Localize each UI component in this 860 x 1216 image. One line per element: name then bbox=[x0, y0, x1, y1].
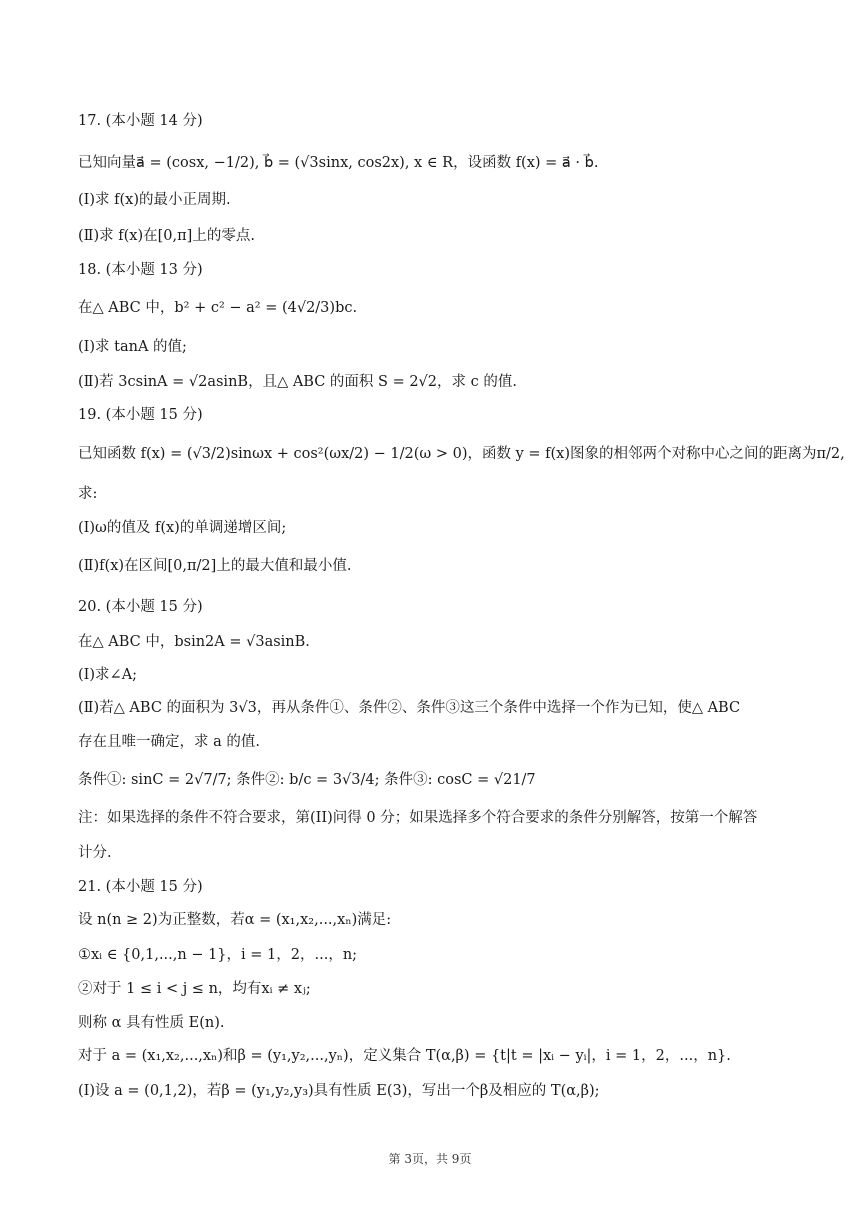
problem-21-heading: 21. (本小题 15 分) bbox=[78, 879, 203, 895]
problem-18-heading: 18. (本小题 13 分) bbox=[78, 262, 203, 278]
problem-20-part-2: (Ⅱ)若△ ABC 的面积为 3√3，再从条件①、条件②、条件③这三个条件中选择一个作为已知，使△ ABC bbox=[78, 700, 741, 716]
problem-17-part-2: (Ⅱ)求 f(x)在[0,π]上的零点. bbox=[78, 228, 255, 244]
problem-20-part-1: (Ⅰ)求∠A; bbox=[78, 667, 138, 683]
problem-20-part-2-cont: 存在且唯一确定，求 a 的值. bbox=[78, 734, 260, 750]
problem-21-part-1: (Ⅰ)设 a = (0,1,2)，若β = (y₁,y₂,y₃)具有性质 E(3)，写出一个β及相应的 T(α,β); bbox=[78, 1083, 600, 1099]
problem-19-statement: 已知函数 f(x) = (√3/2)sinωx + cos²(ωx/2) − 1/2(ω > 0)，函数 y = f(x)图象的相邻两个对称中心之间的距离为π/2, bbox=[78, 446, 845, 462]
problem-18-part-2: (Ⅱ)若 3csinA = √2asinB，且△ ABC 的面积 S = 2√2，求 c 的值. bbox=[78, 374, 517, 390]
problem-20-note-cont: 计分. bbox=[78, 845, 112, 861]
problem-17-part-1: (Ⅰ)求 f(x)的最小正周期. bbox=[78, 192, 231, 208]
problem-20-heading: 20. (本小题 15 分) bbox=[78, 599, 203, 615]
problem-19-part-1: (Ⅰ)ω的值及 f(x)的单调递增区间; bbox=[78, 520, 287, 536]
problem-21-definition: 则称 α 具有性质 E(n). bbox=[78, 1015, 225, 1031]
problem-21-set-definition: 对于 a = (x₁,x₂,...,xₙ)和β = (y₁,y₂,...,yₙ)，定义集合 T(α,β) = {t|t = |xᵢ − yᵢ|，i = 1，2，...，n}. bbox=[78, 1048, 731, 1064]
problem-21-condition-1: ①xᵢ ∈ {0,1,...,n − 1}，i = 1，2，...，n; bbox=[78, 947, 358, 963]
problem-17-statement: 已知向量a⃗ = (cosx, −1/2), b⃗ = (√3sinx, cos2x), x ∈ R，设函数 f(x) = a⃗ · b⃗. bbox=[78, 155, 599, 171]
problem-20-note: 注：如果选择的条件不符合要求，第(II)问得 0 分；如果选择多个符合要求的条件分别解答，按第一个解答 bbox=[78, 810, 758, 826]
problem-18-part-1: (Ⅰ)求 tanA 的值; bbox=[78, 339, 187, 355]
problem-20-statement: 在△ ABC 中，bsin2A = √3asinB. bbox=[78, 634, 310, 650]
problem-21-condition-2: ②对于 1 ≤ i < j ≤ n，均有xᵢ ≠ xⱼ; bbox=[78, 981, 311, 997]
problem-19-part-2: (Ⅱ)f(x)在区间[0,π/2]上的最大值和最小值. bbox=[78, 558, 352, 574]
page-footer: 第 3页，共 9页 bbox=[388, 1152, 472, 1166]
problem-17-heading: 17. (本小题 14 分) bbox=[78, 113, 203, 129]
problem-19-statement-cont: 求: bbox=[78, 486, 98, 502]
problem-19-heading: 19. (本小题 15 分) bbox=[78, 407, 203, 423]
problem-20-conditions: 条件①: sinC = 2√7/7; 条件②: b/c = 3√3/4; 条件③: cosC = √21/7 bbox=[78, 772, 536, 788]
problem-21-statement: 设 n(n ≥ 2)为正整数，若α = (x₁,x₂,...,xₙ)满足: bbox=[78, 912, 392, 928]
problem-18-statement: 在△ ABC 中，b² + c² − a² = (4√2/3)bc. bbox=[78, 300, 358, 316]
